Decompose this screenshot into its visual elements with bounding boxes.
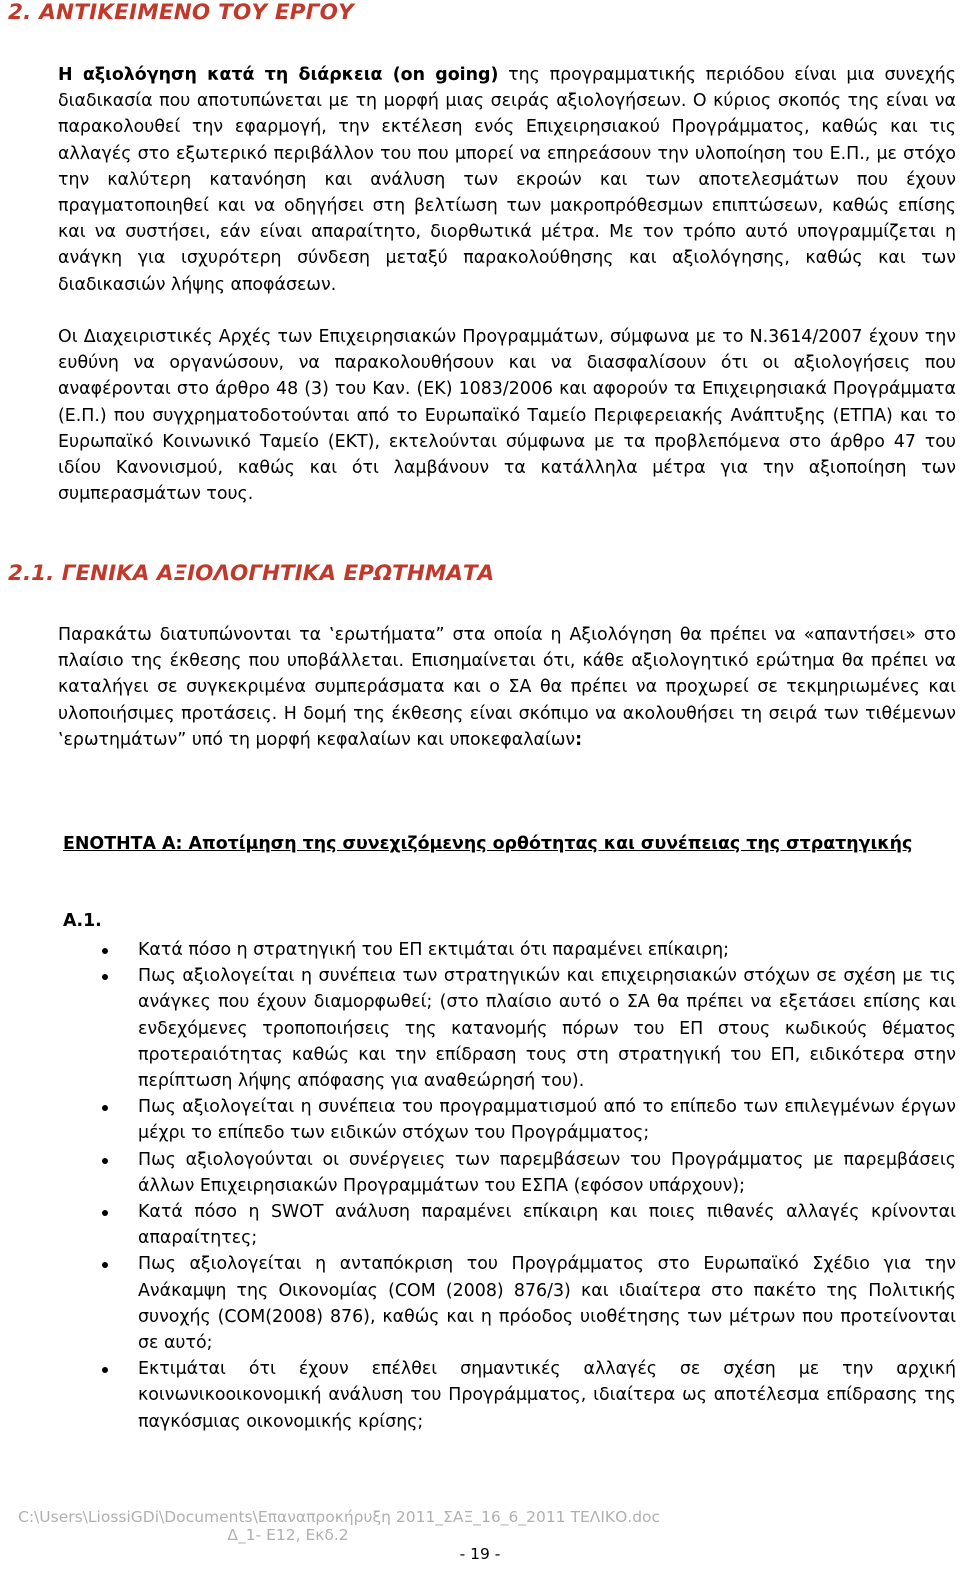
footer-file-path: C:\Users\LiossiGDi\Documents\Επαναπροκήρυξη 2011_ΣΑΞ_16_6_2011 ΤΕΛΙΚΟ.doc: [18, 1508, 661, 1526]
list-item: [63, 1199, 956, 1251]
intro-bold-phrase: Η αξιολόγηση κατά τη διάρκεια (on going): [58, 65, 499, 85]
footer-document-code: Δ_1- Ε12, Εκδ.2: [227, 1526, 349, 1544]
page-number: - 19 -: [459, 1545, 501, 1563]
list-item: [63, 963, 956, 1094]
subsection-title: 2.1. ΓΕΝΙΚΑ ΑΞΙΟΛΟΓΗΤΙΚΑ ΕΡΩΤΗΜΑΤΑ: [8, 561, 495, 586]
evaluation-questions-list: [63, 937, 956, 1435]
unit-a-heading: ΕΝΟΤΗΤΑ Α: Αποτίμηση της συνεχιζόμενης ορθότητας και συνέπειας της στρατηγικής: [63, 834, 913, 854]
bullet-icon: [102, 948, 108, 954]
bullet-icon: [102, 1367, 108, 1373]
list-item: [63, 1094, 956, 1146]
managing-authorities-paragraph: Οι Διαχειριστικές Αρχές των Επιχειρησιακών Προγραμμάτων, σύμφωνα με το Ν.3614/2007 έχουν την ευθύνη να οργανώσουν, να παρακολουθήσουν και να διασφαλίσουν ότι οι αξιολογήσεις που αναφέρονται στο άρθρο 48 (3) του Καν. (ΕΚ) 1083/2006 και αφορούν τα Επιχειρησιακά Προγράμματα (Ε.Π.) που συγχρηματοδοτούνται από το Ευρωπαϊκό Ταμείο Περιφερειακής Ανάπτυξης (ΕΤΠΑ) και το Ευρωπαϊκό Κοινωνικό Ταμείο (ΕΚΤ), εκτελούνται σύμφωνα με τα προβλεπόμενα στο άρθρο 47 του ιδίου Κανονισμού, καθώς και ότι λαμβάνουν τα κατάλληλα μέτρα για την αξιοποίηση των συμπερασμάτων τους.: [58, 327, 956, 505]
list-item-text: Πως αξιολογείται η συνέπεια των στρατηγικών και επιχειρησιακών στόχων σε σχέση με τις ανάγκες που έχουν διαμορφωθεί; (στο πλαίσιο αυτό ο ΣΑ θα πρέπει να εξετάσει επίσης και ενδεχόμενες τροποποιήσεις της κατανομής πόρων του ΕΠ στους κωδικούς θέματος προτεραιότητας καθώς και την επίδραση τους στη στρατηγική του ΕΠ, ειδικότερα στην περίπτωση λήψης απόφασης για αναθεώρησή του).: [138, 966, 956, 1092]
list-item-text: Πως αξιολογείται η συνέπεια του προγραμματισμού από το επίπεδο των επιλεγμένων έργων μέχρι το επίπεδο των ειδικών στόχων του Προγράμματος;: [138, 1097, 956, 1144]
bullet-icon: [102, 1210, 108, 1216]
bullet-icon: [102, 1158, 108, 1164]
list-item-text: Εκτιμάται ότι έχουν επέλθει σημαντικές αλλαγές σε σχέση με την αρχική κοινωνικοοικονομική ανάλυση του Προγράμματος, ιδιαίτερα ως αποτέλεσμα επίδρασης της παγκόσμιας οικονομικής κρίσης;: [138, 1359, 956, 1432]
questions-intro-paragraph: [58, 622, 956, 753]
intro-text: της προγραμματικής περιόδου είναι μια συνεχής διαδικασία που αποτυπώνεται με τη μορφή μιας σειράς αξιολογήσεων. Ο κύριος σκοπός της είναι να παρακολουθεί την εφαρμογή, την εκτέλεση ενός Επιχειρησιακού Προγράμματος, καθώς και τις αλλαγές στο εξωτερικό περιβάλλον του που μπορεί να επηρεάσουν την υλοποίηση του Ε.Π., με στόχο την καλύτερη κατανόηση και ανάλυση των εκροών και των αποτελεσμάτων που έχουν πραγματοποιηθεί και να οδηγήσει στη βελτίωση των μακροπρόθεσμων επιπτώσεων, καθώς επίσης και να συστήσει, εάν είναι απαραίτητο, διορθωτικά μέτρα. Με τον τρόπο αυτό υπογραμμίζεται η ανάγκη για ισχυρότερη σύνδεση μεταξύ παρακολούθησης και αξιολόγησης, καθώς και των διαδικασιών λήψης αποφάσεων.: [58, 65, 956, 295]
list-item: [63, 937, 956, 963]
questions-intro-colon: :: [575, 729, 583, 750]
intro-paragraph: [58, 62, 956, 298]
list-item-text: Πως αξιολογούνται οι συνέργειες των παρεμβάσεων του Προγράμματος με παρεμβάσεις άλλων Επιχειρησιακών Προγραμμάτων του ΕΣΠΑ (εφόσον υπάρχουν);: [138, 1149, 956, 1196]
bullet-icon: [102, 1262, 108, 1268]
list-item-text: Κατά πόσο η στρατηγική του ΕΠ εκτιμάται ότι παραμένει επίκαιρη;: [138, 940, 730, 960]
section-title: 2. ΑΝΤΙΚΕΙΜΕΝΟ ΤΟΥ ΕΡΓΟΥ: [8, 0, 354, 25]
unit-a1-number: Α.1.: [63, 911, 102, 931]
list-item-text: Πως αξιολογείται η ανταπόκριση του Προγράμματος στο Ευρωπαϊκό Σχέδιο για την Ανάκαμψη της Οικονομίας (COM (2008) 876/3) και ιδιαίτερα στο πακέτο της Πολιτικής συνοχής (COM(2008) 876), καθώς και η πρόοδος υιοθέτησης των μέτρων που προτείνονται σε αυτό;: [138, 1254, 956, 1354]
list-item: [63, 1147, 956, 1199]
bullet-icon: [102, 974, 108, 980]
list-item: [63, 1356, 956, 1435]
list-item: [63, 1251, 956, 1356]
questions-intro-text: Παρακάτω διατυπώνονται τα ‛ερωτήματα” στα οποία η Αξιολόγηση θα πρέπει να «απαντήσει» στο πλαίσιο της έκθεσης που υποβάλλεται. Επισημαίνεται ότι, κάθε αξιολογητικό ερώτημα θα πρέπει να καταλήγει σε συγκεκριμένα συμπεράσματα και ο ΣΑ θα πρέπει να προχωρεί σε τεκμηριωμένες και υλοποιήσιμες προτάσεις. Η δομή της έκθεσης είναι σκόπιμο να ακολουθήσει τη σειρά των τιθέμενων ‛ερωτημάτων” υπό τη μορφή κεφαλαίων και υποκεφαλαίων: [58, 625, 956, 750]
list-item-text: Κατά πόσο η SWOT ανάλυση παραμένει επίκαιρη και ποιες πιθανές αλλαγές κρίνονται απαραίτητες;: [138, 1202, 956, 1249]
bullet-icon: [102, 1105, 108, 1111]
